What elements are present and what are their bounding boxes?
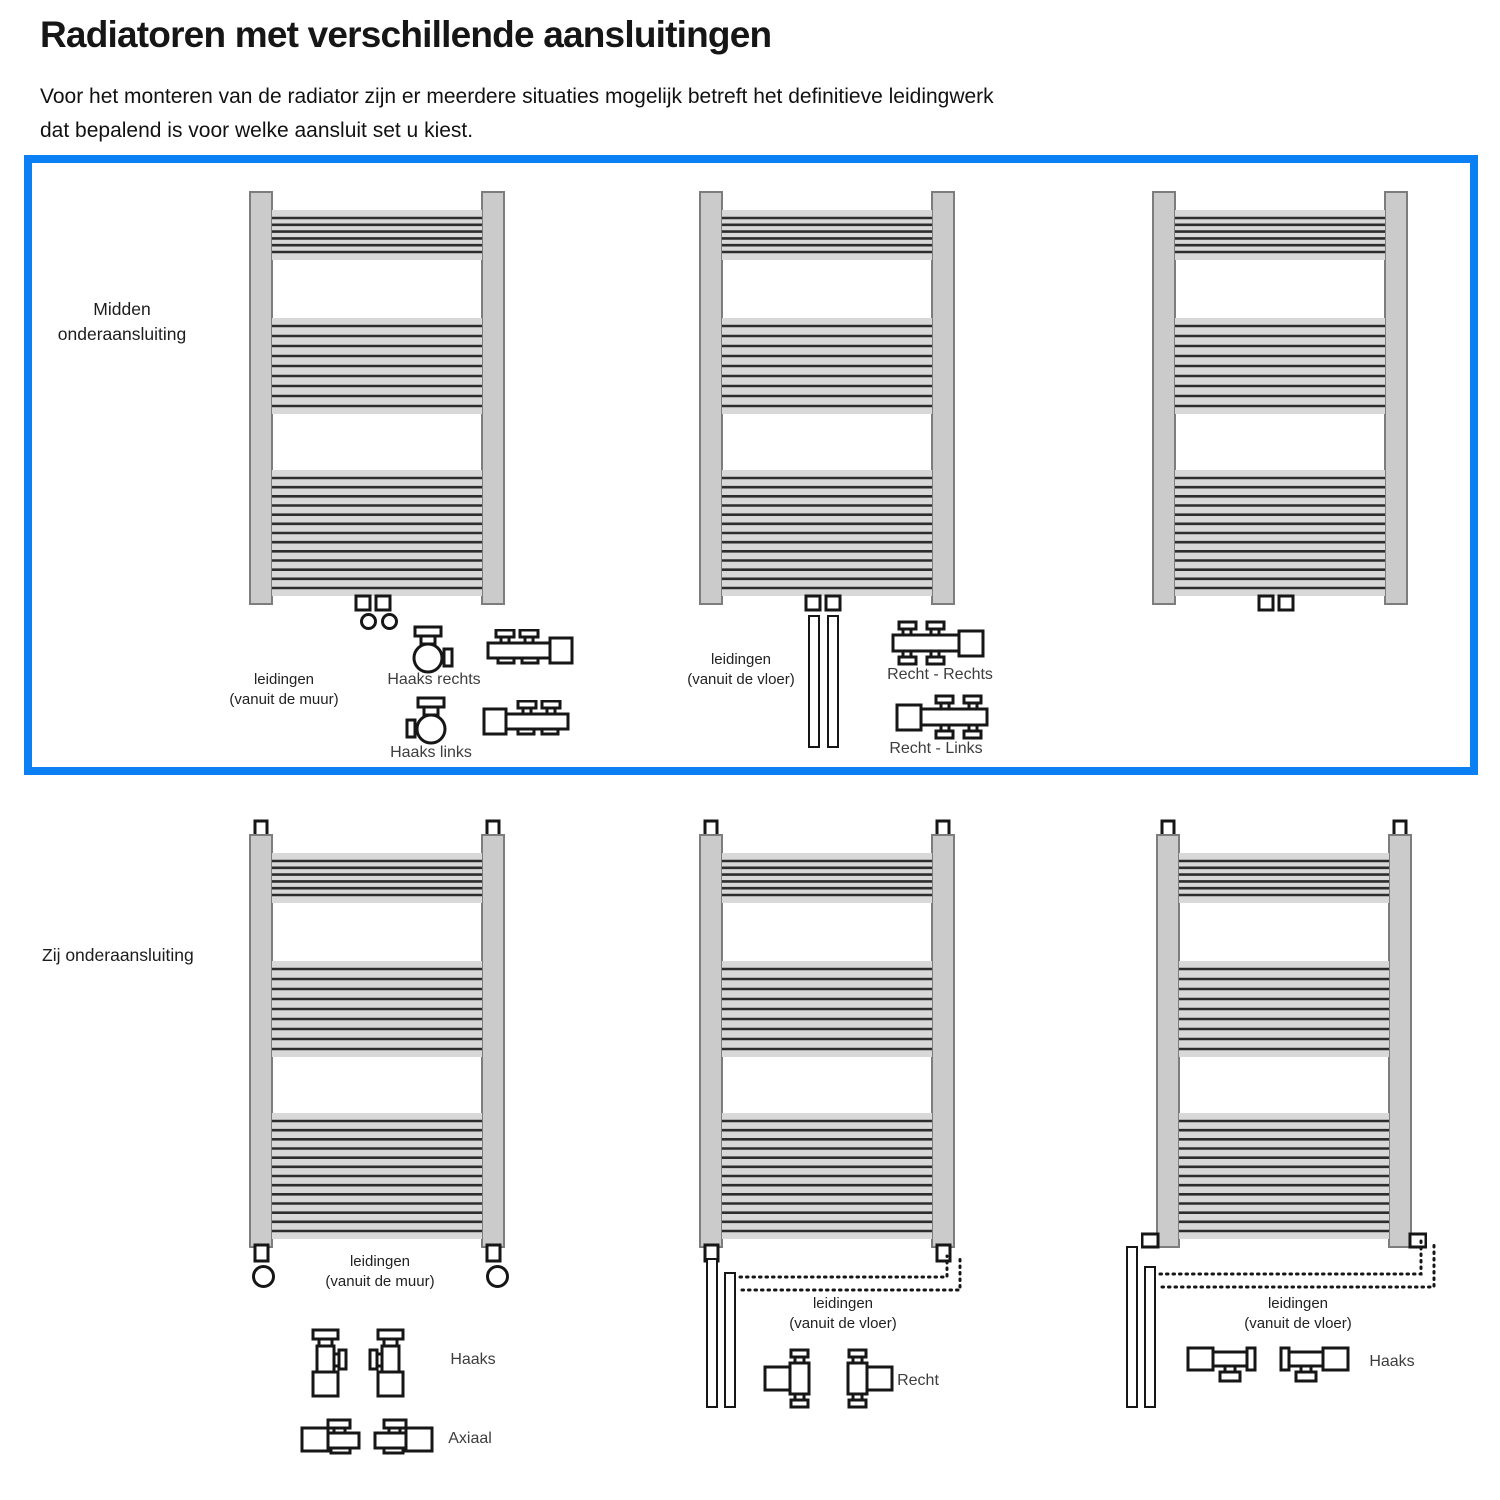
axiaal-label: Axiaal <box>448 1430 492 1447</box>
pipes-from-floor-label: leidingen (vanuit de vloer) <box>789 1295 897 1333</box>
radiator-midden-center <box>684 172 970 622</box>
subtitle-line-2: dat bepalend is voor welke aansluit set u kiest. <box>40 118 474 142</box>
towel-radiator-graphic <box>684 172 970 622</box>
haaks-label: Haaks <box>1369 1353 1415 1370</box>
recht-rechts-label: Recht - Rechts <box>887 666 993 683</box>
towel-radiator-graphic <box>234 172 520 622</box>
radiator-midden-left <box>234 172 520 622</box>
haaks-rechts-valve-icon <box>404 625 454 677</box>
haaks-links-label: Haaks links <box>390 744 472 761</box>
zij-haaks-valve-right-icon <box>308 1328 352 1398</box>
manifold-block-left-icon <box>482 700 570 740</box>
towel-radiator-graphic <box>1141 815 1427 1265</box>
radiator-zij-center <box>684 815 970 1265</box>
haaks-links-valve-icon <box>405 696 455 748</box>
section-label-zij: Zij onderaansluiting <box>42 945 194 965</box>
haaks-rechts-label: Haaks rechts <box>387 671 481 688</box>
pipes-from-floor-label: leidingen (vanuit de vloer) <box>1244 1295 1352 1333</box>
wall-pipe-circle <box>252 1265 275 1288</box>
recht-valve-right-block-icon <box>836 1348 894 1410</box>
floor-pipe <box>827 615 839 748</box>
pipes-from-wall-label: leidingen (vanuit de muur) <box>325 1253 435 1291</box>
recht-label: Recht <box>897 1372 939 1389</box>
radiator-midden-right <box>1137 172 1423 622</box>
subtitle-line-1: Voor het monteren van de radiator zijn er meerdere situaties mogelijk betreft het definitieve leidingwerk <box>40 85 994 108</box>
wall-pipe-circle <box>381 613 398 630</box>
zij-haaks-horizontal-valve-mirror-icon <box>1274 1342 1350 1392</box>
manifold-block-right-icon <box>486 629 574 669</box>
pipes-from-floor-label: leidingen (vanuit de vloer) <box>687 651 795 689</box>
recht-links-label: Recht - Links <box>889 740 983 757</box>
floor-pipe <box>808 615 820 748</box>
page-title: Radiatoren met verschillende aansluitingen <box>40 14 772 55</box>
towel-radiator-graphic <box>684 815 970 1265</box>
recht-links-manifold-icon <box>893 694 989 746</box>
section-label-midden: Midden onderaansluiting <box>57 299 187 345</box>
zij-haaks-horizontal-valve-icon <box>1186 1342 1262 1392</box>
axiaal-valve-right-block-icon <box>370 1418 434 1456</box>
page-subtitle <box>40 80 994 147</box>
floor-pipe <box>706 1258 718 1408</box>
pipe-route-dotted <box>1156 1230 1444 1297</box>
radiator-zij-right <box>1141 815 1427 1265</box>
zij-haaks-valve-left-icon <box>364 1328 408 1398</box>
recht-valve-left-block-icon <box>763 1348 821 1410</box>
recht-rechts-manifold-icon <box>891 620 987 672</box>
towel-radiator-graphic <box>1137 172 1423 622</box>
wall-pipe-circle <box>360 613 377 630</box>
haaks-label: Haaks <box>450 1351 496 1368</box>
wall-pipe-circle <box>486 1265 509 1288</box>
pipes-from-wall-label: leidingen (vanuit de muur) <box>229 671 339 709</box>
axiaal-valve-left-block-icon <box>300 1418 364 1456</box>
towel-radiator-graphic <box>234 815 520 1265</box>
floor-pipe <box>724 1272 736 1408</box>
floor-pipe <box>1126 1246 1138 1408</box>
radiator-zij-left <box>234 815 520 1265</box>
floor-pipe <box>1144 1266 1156 1408</box>
